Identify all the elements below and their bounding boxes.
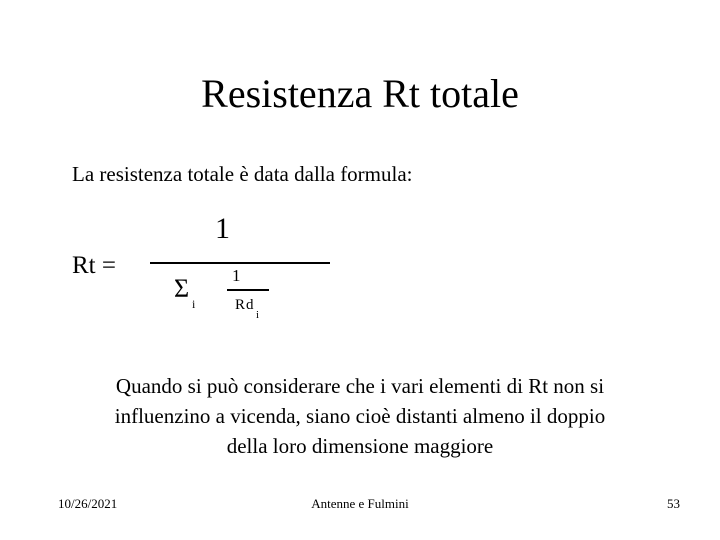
body-paragraph [0,371,720,461]
body-line: Quando si può considerare che i vari elementi di Rt non si [115,374,605,398]
formula-inner-fraction-bar [227,289,269,291]
body-line: influenzino a vicenda, siano cioè distanti almeno il doppio [114,404,606,428]
formula-inner-denominator: Rd [235,297,255,313]
formula-main-fraction-bar [150,262,330,264]
footer-title: Antenne e Fulmini [311,496,409,511]
formula-sigma: Σ [174,274,190,303]
slide-title: Resistenza Rt totale [201,71,519,116]
formula-numerator: 1 [215,212,230,245]
formula-lhs: Rt = [72,252,116,279]
formula-inner-numerator: 1 [232,266,241,285]
footer-date: 10/26/2021 [58,496,118,511]
formula-sigma-subscript: i [192,297,196,311]
body-line: della loro dimensione maggiore [226,434,494,458]
page-number: 53 [667,496,680,511]
formula-inner-subscript: i [256,309,260,321]
intro-text: La resistenza totale è data dalla formula: [72,162,413,186]
